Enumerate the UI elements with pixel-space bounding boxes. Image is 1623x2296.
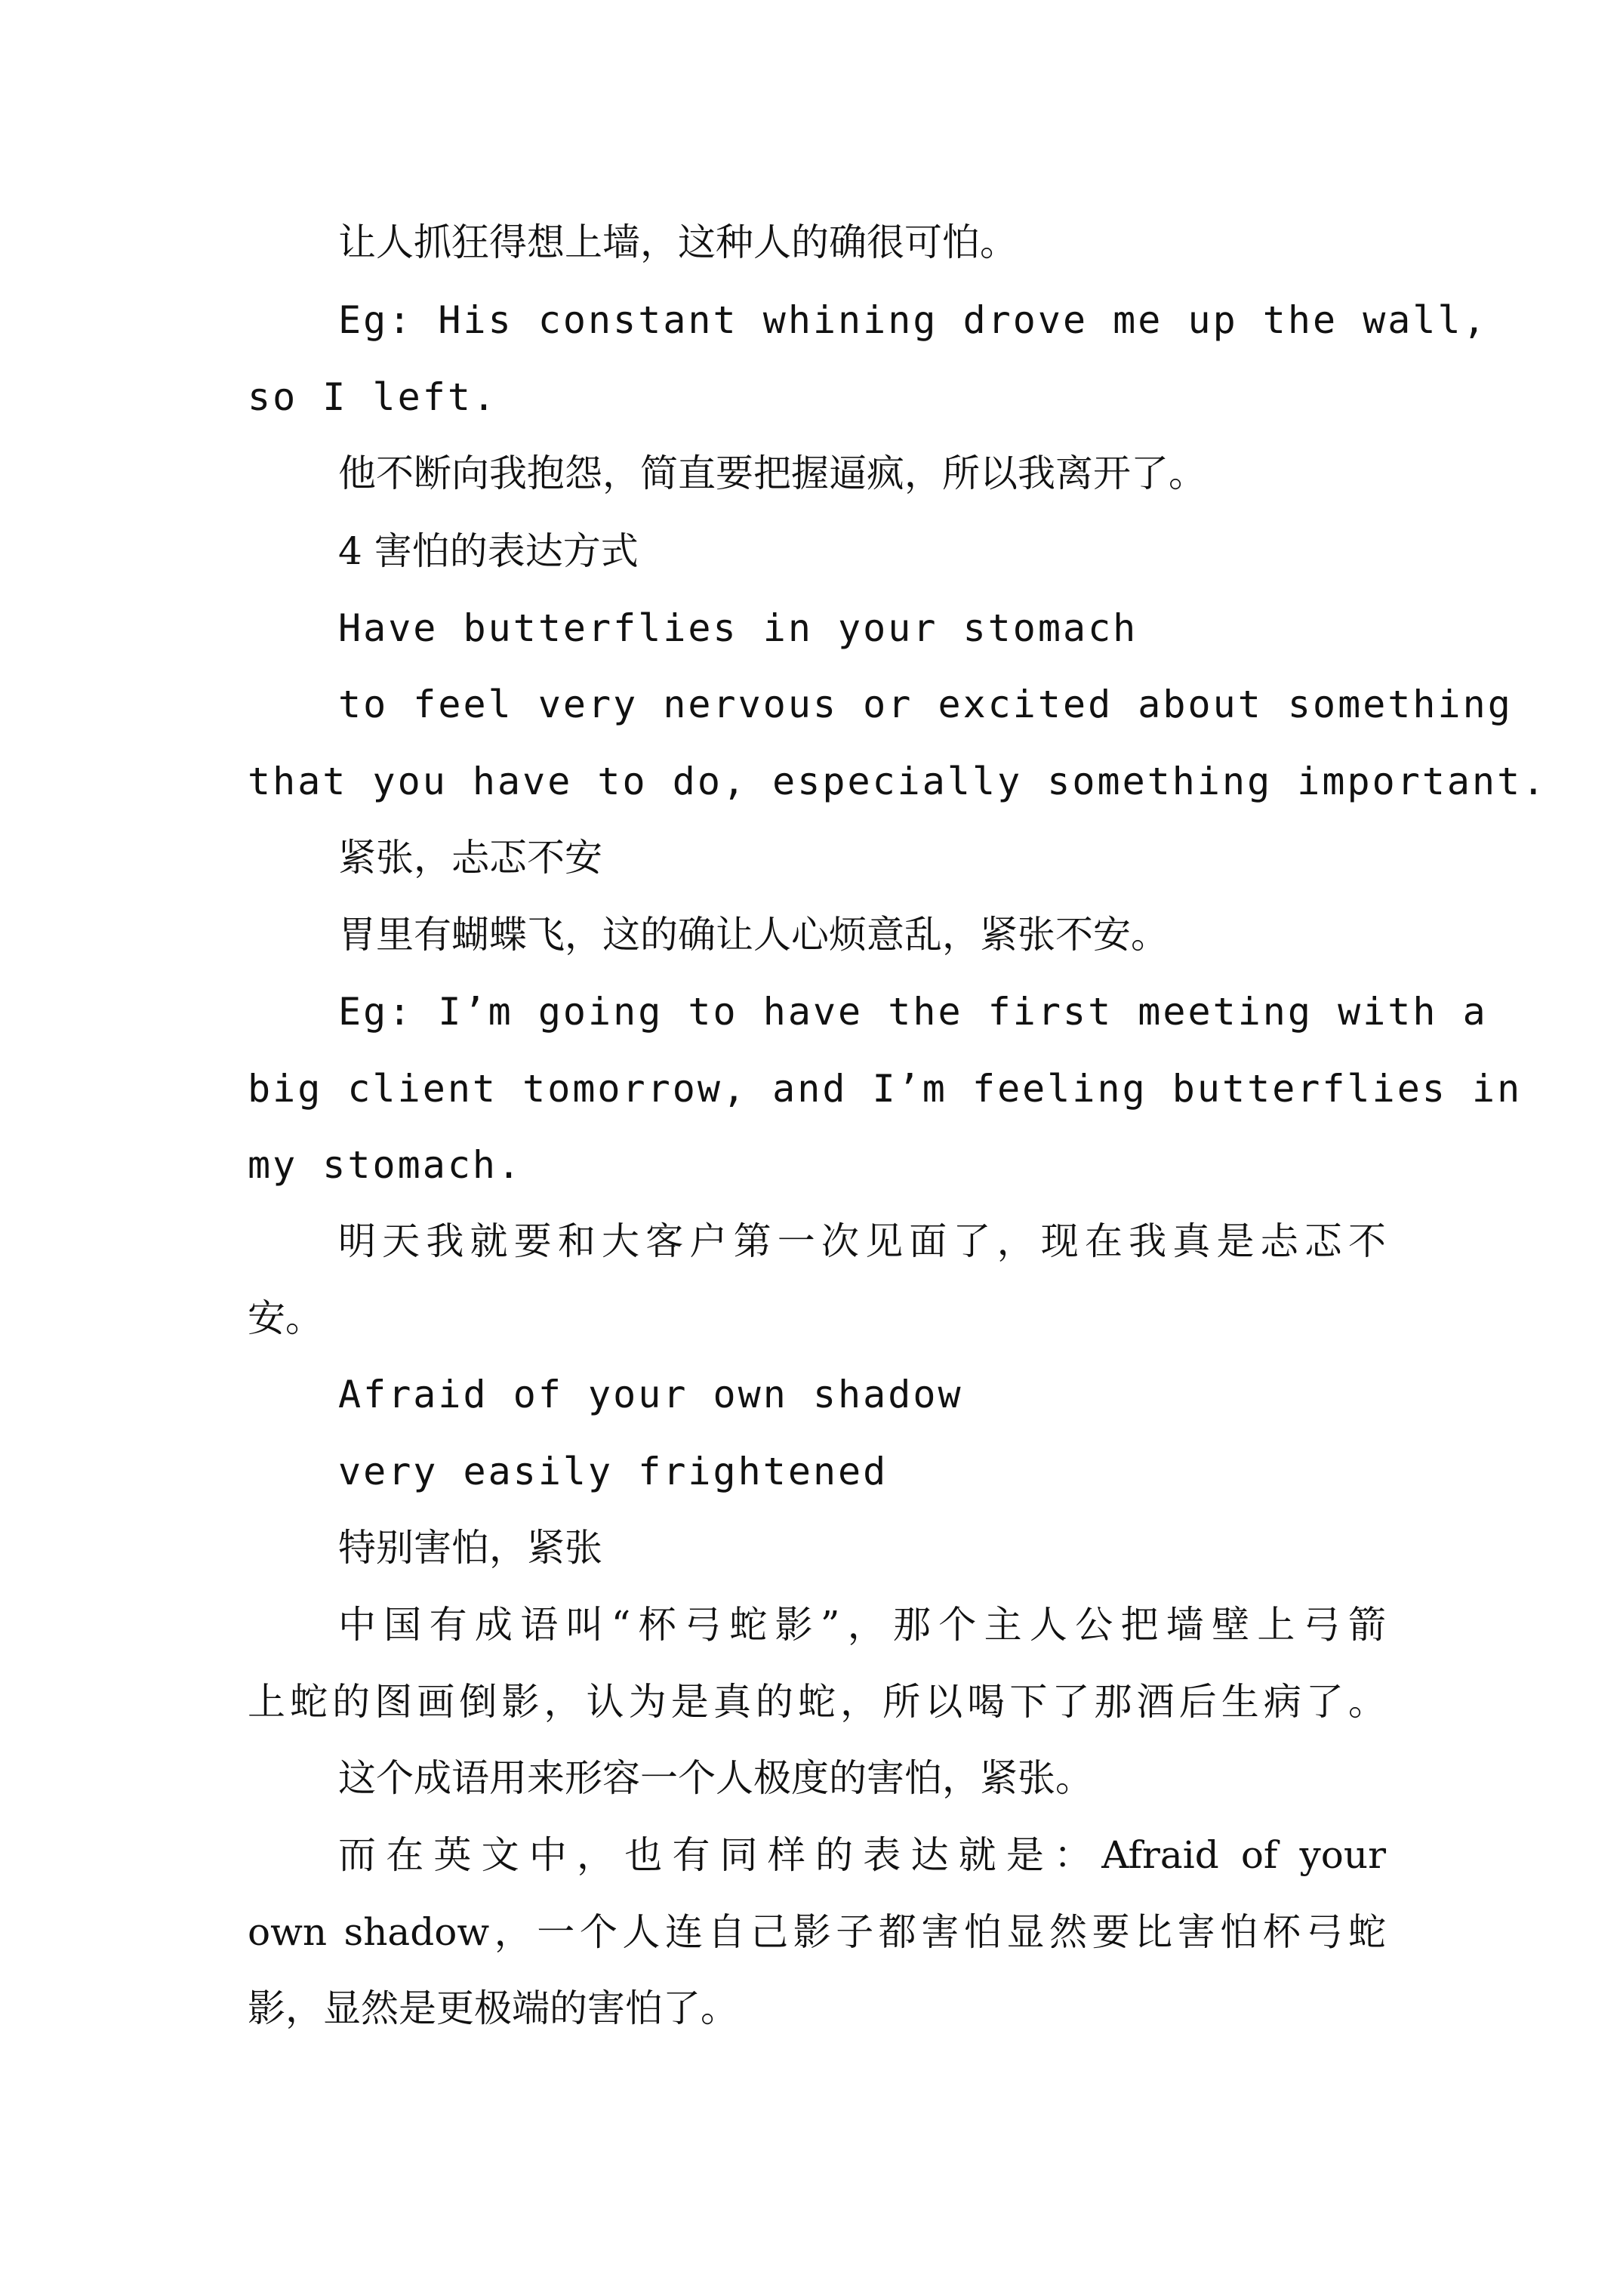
idiom-title: Afraid of your own shadow bbox=[338, 1373, 963, 1416]
paragraph-line: 这个成语用来形容一个人极度的害怕，紧张。 bbox=[338, 1756, 1093, 1800]
paragraph-line: to feel very nervous or excited about something bbox=[338, 683, 1513, 726]
paragraph-line: my stomach. bbox=[248, 1143, 523, 1187]
paragraph-line: 安。 bbox=[248, 1296, 323, 1340]
paragraph-line: big client tomorrow, and I’m feeling butterflies in bbox=[248, 1067, 1523, 1111]
paragraph-line: 中国有成语叫“杯弓蛇影”，那个主人公把墙壁上弓箭 bbox=[338, 1603, 1386, 1647]
section-heading: 4 害怕的表达方式 bbox=[338, 529, 639, 573]
paragraph-line: 胃里有蝴蝶飞，这的确让人心烦意乱，紧张不安。 bbox=[338, 913, 1169, 957]
paragraph-line: 他不断向我抱怨，简直要把握逼疯，所以我离开了。 bbox=[338, 451, 1206, 495]
paragraph-line: very easily frightened bbox=[338, 1450, 888, 1493]
paragraph-line: 影，显然是更极端的害怕了。 bbox=[248, 1986, 738, 2030]
paragraph-line: 让人抓狂得想上墙，这种人的确很可怕。 bbox=[338, 220, 1018, 264]
paragraph-line: 上蛇的图画倒影，认为是真的蛇，所以喝下了那酒后生病了。 bbox=[248, 1680, 1386, 1724]
paragraph-line: 明天我就要和大客户第一次见面了，现在我真是忐忑不 bbox=[338, 1219, 1386, 1263]
paragraph-line: Eg: I’m going to have the first meeting with a bbox=[338, 990, 1488, 1034]
paragraph-line: 紧张，忐忑不安 bbox=[338, 836, 602, 880]
idiom-title: Have butterflies in your stomach bbox=[338, 606, 1138, 650]
paragraph-line: own shadow，一个人连自己影子都害怕显然要比害怕杯弓蛇 bbox=[248, 1910, 1386, 1954]
paragraph-line: so I left. bbox=[248, 375, 498, 419]
paragraph-line: 而在英文中，也有同样的表达就是：Afraid of your bbox=[338, 1833, 1386, 1877]
paragraph-line: 特别害怕，紧张 bbox=[338, 1526, 602, 1570]
paragraph-line: that you have to do, especially something important. bbox=[248, 760, 1548, 803]
paragraph-line: Eg: His constant whining drove me up the wall, bbox=[338, 298, 1488, 342]
